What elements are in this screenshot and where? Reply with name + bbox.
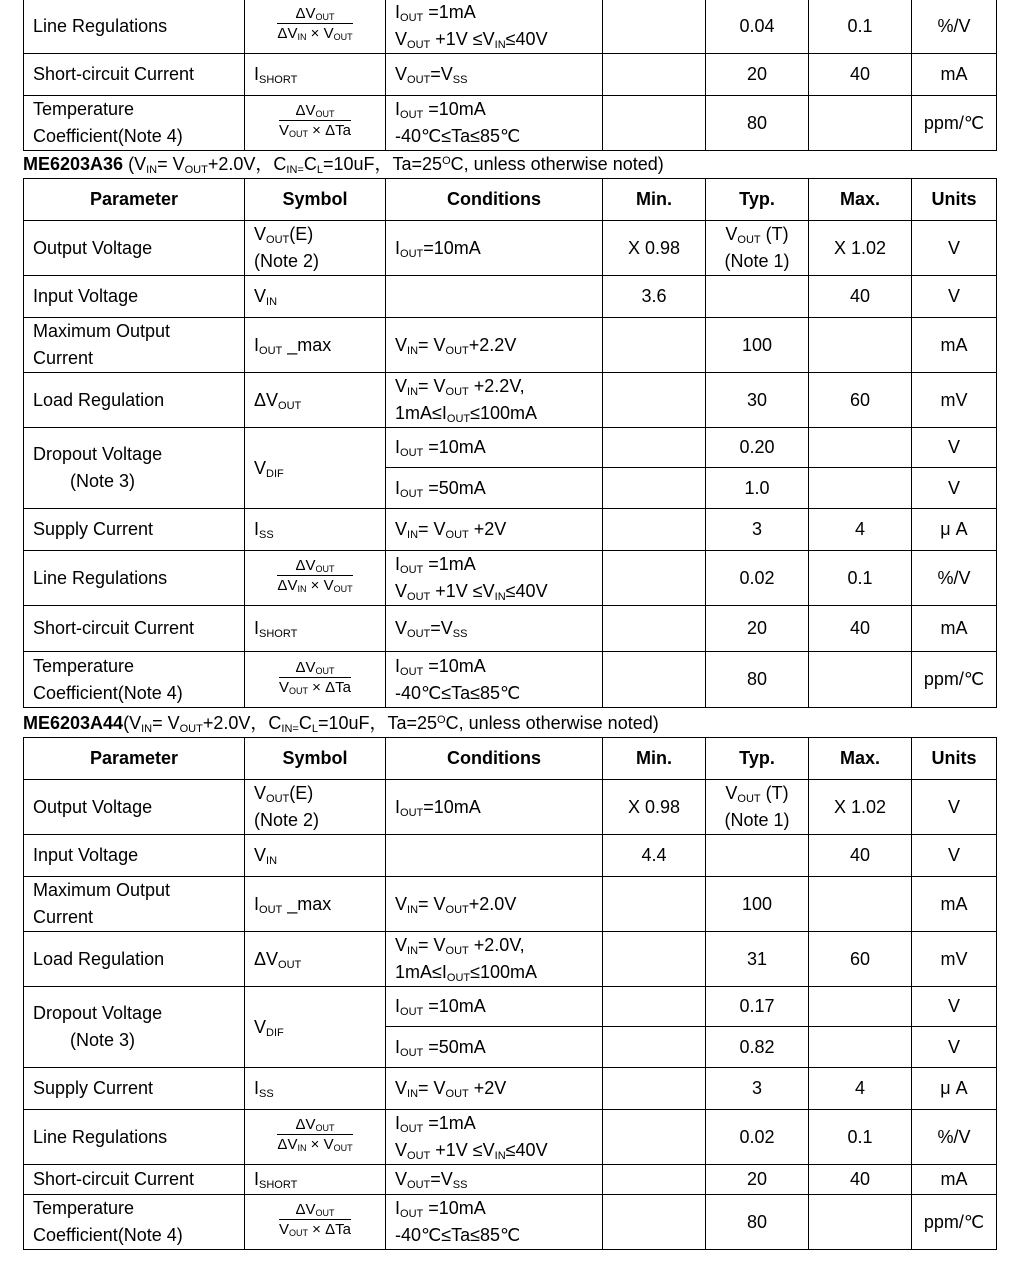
header-min: Min. [603, 179, 706, 221]
typ-value: 100 [706, 877, 809, 932]
typ-value: 0.02 [706, 1110, 809, 1165]
conditions-dropout-10ma: $I_{OUT} =10mA$ [386, 428, 603, 468]
units-value: V [912, 276, 997, 318]
max-value [809, 1195, 912, 1250]
param-line-regulations: Line Regulations [24, 0, 245, 54]
max-value [809, 652, 912, 708]
min-value [603, 652, 706, 708]
min-value: 3.6 [603, 276, 706, 318]
typ-value: $V_{OUT}$ (T) (Note 1) [706, 221, 809, 276]
min-value [603, 551, 706, 606]
max-value: 60 [809, 932, 912, 987]
min-value [603, 373, 706, 428]
max-value [809, 96, 912, 151]
conditions-line-regulations: $I_{OUT} =1mA$ $V_{OUT} +1V \le V_{IN}\le 40V$ [386, 551, 603, 606]
param-output-voltage: Output Voltage [24, 780, 245, 835]
table-row [24, 96, 997, 151]
conditions-load-regulation: $V_{IN}= V_{OUT} +2.0V$, $1mA\le I_{OUT}\le 100mA$ [386, 932, 603, 987]
header-typ: Typ. [706, 179, 809, 221]
max-value: 4 [809, 1068, 912, 1110]
units-value: %/V [912, 1110, 997, 1165]
table-row [24, 932, 997, 987]
min-value [603, 1195, 706, 1250]
conditions-max-output-current: $V_{IN}= V_{OUT}+2.2V$ [386, 318, 603, 373]
min-value [603, 96, 706, 151]
typ-value: 20 [706, 606, 809, 652]
symbol-supply-current: $I_{SS}$ [245, 509, 386, 551]
typ-value [706, 276, 809, 318]
units-value: %/V [912, 551, 997, 606]
max-value: 60 [809, 373, 912, 428]
conditions-line-regulations: $I_{OUT} =1mA$ $V_{OUT} +1V \le V_{IN}\le 40V$ [386, 1110, 603, 1165]
typ-value: 0.04 [706, 0, 809, 54]
conditions-temperature-coefficient: $I_{OUT} =10mA$ -40℃≤Ta≤85℃ [386, 652, 603, 708]
param-dropout-voltage: Dropout Voltage (Note 3) [24, 987, 245, 1068]
symbol-load-regulation: $\Delta V_{OUT}$ [245, 932, 386, 987]
table-row [24, 780, 997, 835]
max-value [809, 877, 912, 932]
units-value: μ A [912, 1068, 997, 1110]
min-value: 4.4 [603, 835, 706, 877]
header-conditions: Conditions [386, 738, 603, 780]
conditions-temperature-coefficient: $I_{OUT} =10mA$ -40℃≤Ta≤85℃ [386, 1195, 603, 1250]
symbol-max-output-current: $I_{OUT}$ _max [245, 877, 386, 932]
units-value: mA [912, 606, 997, 652]
param-supply-current: Supply Current [24, 509, 245, 551]
param-load-regulation: Load Regulation [24, 932, 245, 987]
conditions-short-circuit: $V_{OUT}=V_{SS}$ [386, 606, 603, 652]
symbol-short-circuit: $I_{SHORT}$ [245, 54, 386, 96]
max-value: 0.1 [809, 1110, 912, 1165]
min-value [603, 987, 706, 1027]
param-dropout-voltage: Dropout Voltage (Note 3) [24, 428, 245, 509]
header-typ: Typ. [706, 738, 809, 780]
conditions-dropout-50ma: $I_{OUT} =50mA$ [386, 1027, 603, 1068]
header-max: Max. [809, 179, 912, 221]
conditions-output-voltage: $I_{OUT}=10mA$ [386, 221, 603, 276]
min-value: X 0.98 [603, 780, 706, 835]
min-value [603, 1110, 706, 1165]
typ-value: 100 [706, 318, 809, 373]
typ-value: $V_{OUT}$ (T) (Note 1) [706, 780, 809, 835]
conditions-supply-current: $V_{IN}= V_{OUT} +2V$ [386, 1068, 603, 1110]
param-load-regulation: Load Regulation [24, 373, 245, 428]
symbol-input-voltage: $V_{IN}$ [245, 276, 386, 318]
min-value [603, 606, 706, 652]
table-row [24, 0, 997, 54]
table-row [24, 221, 997, 276]
conditions-max-output-current: $V_{IN}= V_{OUT}+2.0V$ [386, 877, 603, 932]
typ-value: 0.02 [706, 551, 809, 606]
param-temperature-coefficient: Temperature Coefficient(Note 4) [24, 1195, 245, 1250]
units-value: ppm/℃ [912, 652, 997, 708]
param-short-circuit: Short-circuit Current [24, 1165, 245, 1195]
header-units: Units [912, 738, 997, 780]
max-value: 40 [809, 606, 912, 652]
max-value: 40 [809, 1165, 912, 1195]
min-value [603, 932, 706, 987]
units-value: mA [912, 877, 997, 932]
typ-value: 3 [706, 509, 809, 551]
table-header-row [24, 738, 997, 780]
symbol-load-regulation: $\Delta V_{OUT}$ [245, 373, 386, 428]
symbol-temperature-coefficient: $\frac{\Delta V_{OUT}}{V_{OUT} \times \Delta Ta}$ [245, 652, 386, 708]
param-line-regulations: Line Regulations [24, 551, 245, 606]
table-row [24, 606, 997, 652]
max-value: X 1.02 [809, 780, 912, 835]
typ-value: 3 [706, 1068, 809, 1110]
typ-value: 31 [706, 932, 809, 987]
header-symbol: Symbol [245, 179, 386, 221]
units-value: mV [912, 932, 997, 987]
max-value [809, 318, 912, 373]
min-value [603, 509, 706, 551]
units-value: ppm/℃ [912, 96, 997, 151]
section-title-a44: $ME6203A44(V_{IN}= V_{OUT}+2.0V$，$C_{IN=}C_L=10uF$，$Ta=25^OC$, unless otherwise noted) [23, 713, 659, 735]
symbol-temperature-coefficient: $\frac{\Delta V_{OUT}}{V_{OUT} \times \Delta Ta}$ [245, 1195, 386, 1250]
param-output-voltage: Output Voltage [24, 221, 245, 276]
table-row [24, 1068, 997, 1110]
units-value: μ A [912, 509, 997, 551]
typ-value: 80 [706, 1195, 809, 1250]
symbol-supply-current: $I_{SS}$ [245, 1068, 386, 1110]
typ-value: 20 [706, 1165, 809, 1195]
units-value: %/V [912, 0, 997, 54]
units-value: V [912, 221, 997, 276]
min-value [603, 1027, 706, 1068]
conditions-line-regulations: $I_{OUT} =1mA$ $V_{OUT} +1V \le V_{IN}\le 40V$ [386, 0, 603, 54]
symbol-output-voltage: $V_{OUT}(E)$ (Note 2) [245, 780, 386, 835]
conditions-temperature-coefficient: $I_{OUT} =10mA$ -40℃≤Ta≤85℃ [386, 96, 603, 151]
typ-value: 0.82 [706, 1027, 809, 1068]
units-value: V [912, 835, 997, 877]
conditions-short-circuit: $V_{OUT}=V_{SS}$ [386, 1165, 603, 1195]
conditions-dropout-50ma: $I_{OUT} =50mA$ [386, 468, 603, 509]
max-value: 0.1 [809, 0, 912, 54]
typ-value: 30 [706, 373, 809, 428]
symbol-line-regulations: $\frac{\Delta V_{OUT}}{\Delta V_{IN} \times V_{OUT}}$ [245, 551, 386, 606]
units-value: mA [912, 318, 997, 373]
min-value [603, 0, 706, 54]
min-value [603, 877, 706, 932]
table-row [24, 509, 997, 551]
max-value [809, 987, 912, 1027]
spec-table-a36 [23, 178, 997, 708]
header-units: Units [912, 179, 997, 221]
param-short-circuit: Short-circuit Current [24, 54, 245, 96]
typ-value: 80 [706, 652, 809, 708]
max-value [809, 468, 912, 509]
symbol-input-voltage: $V_{IN}$ [245, 835, 386, 877]
spec-table-continuation [23, 0, 997, 151]
typ-value: 0.17 [706, 987, 809, 1027]
units-value: mV [912, 373, 997, 428]
units-value: V [912, 428, 997, 468]
min-value [603, 1165, 706, 1195]
param-temperature-coefficient: Temperature Coefficient(Note 4) [24, 96, 245, 151]
typ-value: 80 [706, 96, 809, 151]
symbol-dropout-voltage: $V_{DIF}$ [245, 428, 386, 509]
min-value [603, 428, 706, 468]
table-row [24, 987, 997, 1027]
param-temperature-coefficient: Temperature Coefficient(Note 4) [24, 652, 245, 708]
symbol-line-regulations: $\frac{\Delta V_{OUT}}{\Delta V_{IN} \times V_{OUT}}$ [245, 1110, 386, 1165]
table-row [24, 428, 997, 468]
conditions-output-voltage: $I_{OUT}=10mA$ [386, 780, 603, 835]
units-value: mA [912, 1165, 997, 1195]
max-value: X 1.02 [809, 221, 912, 276]
table-row [24, 1195, 997, 1250]
table-row [24, 877, 997, 932]
param-input-voltage: Input Voltage [24, 276, 245, 318]
typ-value: 20 [706, 54, 809, 96]
units-value: V [912, 468, 997, 509]
units-value: ppm/℃ [912, 1195, 997, 1250]
typ-value: 1.0 [706, 468, 809, 509]
table-row [24, 1110, 997, 1165]
units-value: V [912, 987, 997, 1027]
max-value: 40 [809, 276, 912, 318]
table-row [24, 1165, 997, 1195]
max-value: 40 [809, 835, 912, 877]
max-value: 4 [809, 509, 912, 551]
spec-table-a44 [23, 737, 997, 1250]
table-row [24, 318, 997, 373]
units-value: V [912, 1027, 997, 1068]
conditions-dropout-10ma: $I_{OUT} =10mA$ [386, 987, 603, 1027]
param-short-circuit: Short-circuit Current [24, 606, 245, 652]
conditions-short-circuit: $V_{OUT}=V_{SS}$ [386, 54, 603, 96]
param-max-output-current: Maximum Output Current [24, 318, 245, 373]
symbol-dropout-voltage: $V_{DIF}$ [245, 987, 386, 1068]
conditions-input-voltage [386, 276, 603, 318]
min-value: X 0.98 [603, 221, 706, 276]
header-parameter: Parameter [24, 179, 245, 221]
typ-value [706, 835, 809, 877]
max-value [809, 428, 912, 468]
symbol-max-output-current: $I_{OUT}$ _max [245, 318, 386, 373]
header-symbol: Symbol [245, 738, 386, 780]
param-max-output-current: Maximum Output Current [24, 877, 245, 932]
max-value: 40 [809, 54, 912, 96]
conditions-input-voltage [386, 835, 603, 877]
param-line-regulations: Line Regulations [24, 1110, 245, 1165]
header-conditions: Conditions [386, 179, 603, 221]
header-min: Min. [603, 738, 706, 780]
table-header-row [24, 179, 997, 221]
table-row [24, 551, 997, 606]
table-row [24, 276, 997, 318]
symbol-output-voltage: $V_{OUT}(E)$ (Note 2) [245, 221, 386, 276]
table-row [24, 54, 997, 96]
header-parameter: Parameter [24, 738, 245, 780]
typ-value: 0.20 [706, 428, 809, 468]
conditions-load-regulation: $V_{IN}= V_{OUT} +2.2V$, $1mA\le I_{OUT}\le 100mA$ [386, 373, 603, 428]
param-supply-current: Supply Current [24, 1068, 245, 1110]
table-row [24, 835, 997, 877]
conditions-supply-current: $V_{IN}= V_{OUT} +2V$ [386, 509, 603, 551]
min-value [603, 318, 706, 373]
units-value: V [912, 780, 997, 835]
max-value [809, 1027, 912, 1068]
param-input-voltage: Input Voltage [24, 835, 245, 877]
table-row [24, 652, 997, 708]
section-title-a36: ME6203A36 ($V_{IN}= V_{OUT}+2.0V$，$C_{IN=}C_L=10uF$，$Ta=25^OC$, unless otherwise noted) [23, 154, 664, 176]
max-value: 0.1 [809, 551, 912, 606]
min-value [603, 54, 706, 96]
table-row [24, 373, 997, 428]
symbol-temperature-coefficient: $\frac{\Delta V_{OUT}}{V_{OUT} \times \Delta Ta}$ [245, 96, 386, 151]
min-value [603, 468, 706, 509]
symbol-line-regulations: $\frac{\Delta V_{OUT}}{\Delta V_{IN} \times V_{OUT}}$ [245, 0, 386, 54]
header-max: Max. [809, 738, 912, 780]
min-value [603, 1068, 706, 1110]
symbol-short-circuit: $I_{SHORT}$ [245, 606, 386, 652]
symbol-short-circuit: $I_{SHORT}$ [245, 1165, 386, 1195]
units-value: mA [912, 54, 997, 96]
